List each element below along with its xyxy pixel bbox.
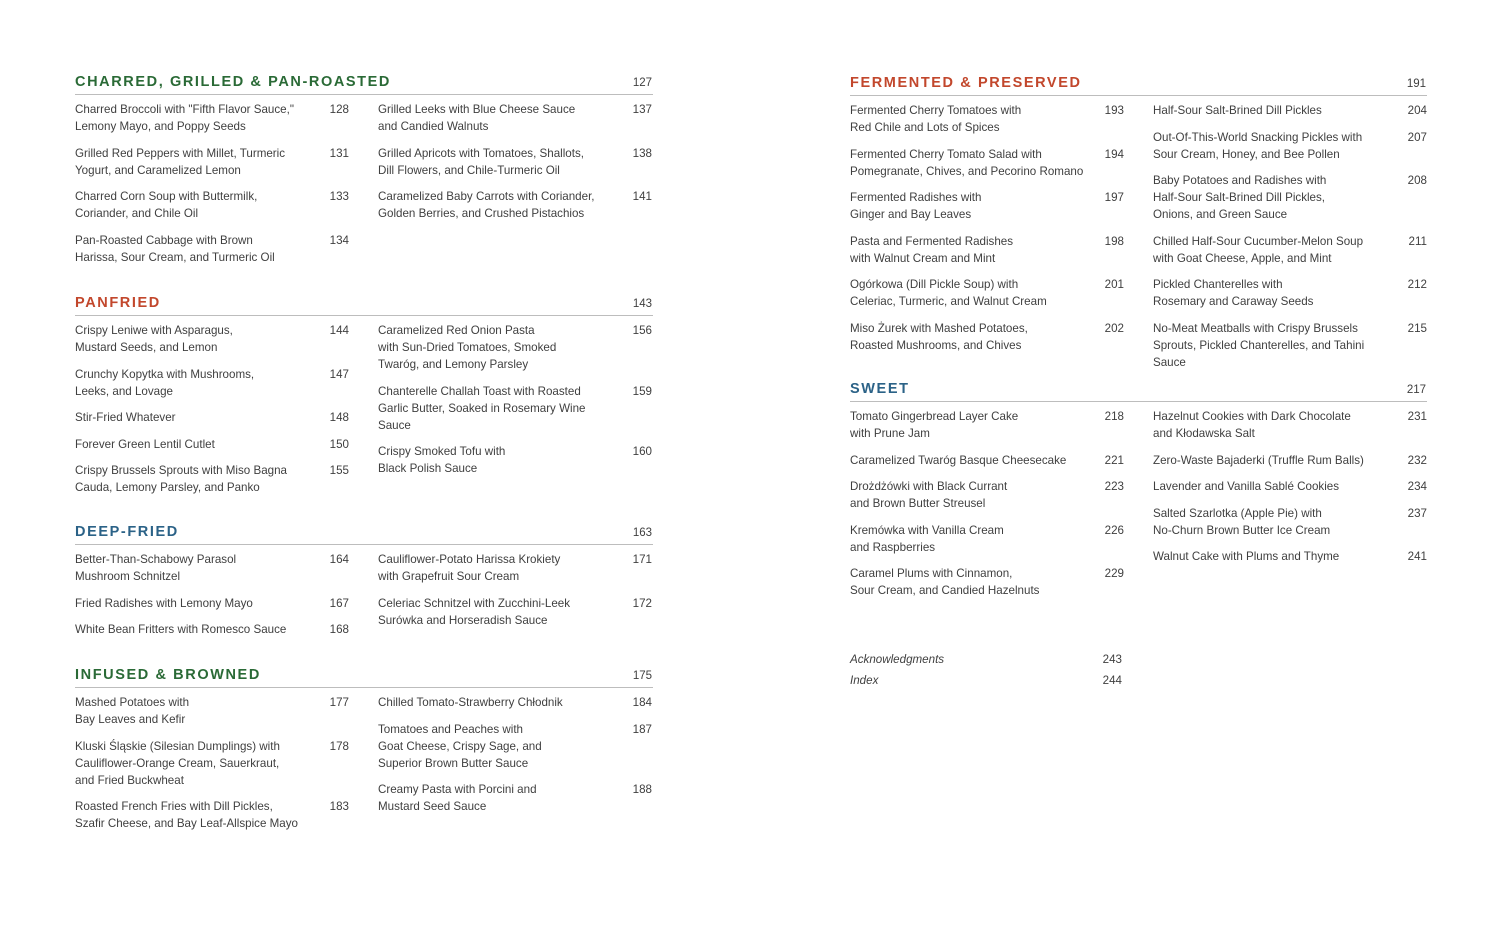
recipe-title: Tomatoes and Peaches with Goat Cheese, Crispy Sage, and Superior Brown Butter Sauce bbox=[378, 722, 542, 770]
toc-entry bbox=[75, 462, 350, 496]
recipe-page-number: 155 bbox=[329, 464, 349, 477]
toc-entry bbox=[378, 443, 653, 477]
toc-entry bbox=[850, 452, 1125, 469]
recipe-page-number: 241 bbox=[1407, 550, 1427, 563]
recipe-title: Kremówka with Vanilla Cream and Raspberries bbox=[850, 523, 1004, 554]
toc-entry bbox=[850, 478, 1125, 512]
recipe-title: Charred Broccoli with "Fifth Flavor Sauce," Lemony Mayo, and Poppy Seeds bbox=[75, 103, 294, 133]
toc-entry bbox=[850, 276, 1125, 310]
recipe-title: Fermented Radishes with Ginger and Bay Leaves bbox=[850, 191, 982, 221]
recipe-page-number: 198 bbox=[1104, 234, 1124, 248]
entries-column-left bbox=[75, 551, 350, 648]
recipe-page-number: 202 bbox=[1104, 321, 1124, 335]
recipe-title: Caramelized Twaróg Basque Cheesecake bbox=[850, 453, 1067, 467]
toc-entry bbox=[378, 721, 653, 772]
recipe-page-number: 183 bbox=[329, 800, 349, 813]
recipe-page-number: 133 bbox=[329, 190, 349, 203]
toc-entry bbox=[75, 366, 350, 400]
recipe-title: Kluski Śląskie (Silesian Dumplings) with Cauliflower-Orange Cream, Sauerkraut, and Fried Buckwheat bbox=[75, 739, 280, 787]
recipe-page-number: 131 bbox=[329, 146, 349, 160]
recipe-page-number: 172 bbox=[632, 596, 652, 610]
section-fermented-preserved bbox=[850, 74, 1427, 369]
section-divider bbox=[75, 315, 653, 316]
recipe-page-number: 187 bbox=[632, 722, 652, 736]
recipe-title: Caramelized Red Onion Pasta with Sun-Dried Tomatoes, Smoked Twaróg, and Lemony Parsley bbox=[378, 324, 557, 371]
section-title: FERMENTED & PRESERVED bbox=[850, 75, 1082, 91]
section-header bbox=[75, 666, 653, 684]
recipe-page-number: 223 bbox=[1104, 480, 1124, 493]
recipe-page-number: 134 bbox=[329, 233, 349, 247]
recipe-title: Chilled Tomato-Strawberry Chłodnik bbox=[378, 696, 563, 709]
toc-entry bbox=[75, 551, 350, 585]
recipe-title: Grilled Red Peppers with Millet, Turmeric Yogurt, and Caramelized Lemon bbox=[75, 146, 286, 177]
section-sweet bbox=[850, 380, 1427, 597]
toc-entry bbox=[850, 408, 1125, 442]
back-matter-entry bbox=[850, 670, 1123, 691]
recipe-page-number: 208 bbox=[1407, 174, 1427, 187]
back-matter-title: Acknowledgments bbox=[850, 653, 945, 666]
toc-entry bbox=[75, 232, 350, 266]
recipe-title: Chanterelle Challah Toast with Roasted Garlic Butter, Soaked in Rosemary Wine Sauce bbox=[378, 384, 586, 432]
recipe-page-number: 237 bbox=[1407, 506, 1427, 520]
section-deep-fried bbox=[75, 523, 653, 636]
toc-entry bbox=[378, 322, 653, 373]
recipe-page-number: 193 bbox=[1104, 104, 1124, 117]
recipe-page-number: 178 bbox=[329, 739, 349, 753]
recipe-page-number: 164 bbox=[329, 553, 349, 566]
recipe-page-number: 212 bbox=[1407, 278, 1427, 291]
recipe-page-number: 194 bbox=[1104, 147, 1124, 161]
recipe-title: Tomato Gingerbread Layer Cake with Prune Jam bbox=[850, 410, 1019, 440]
recipe-page-number: 226 bbox=[1104, 523, 1124, 537]
toc-entry bbox=[378, 383, 653, 434]
recipe-title: Ogórkowa (Dill Pickle Soup) with Celeriac, Turmeric, and Walnut Cream bbox=[850, 278, 1047, 308]
toc-entry bbox=[1153, 478, 1428, 495]
section-page-number: 127 bbox=[632, 77, 652, 89]
recipe-page-number: 218 bbox=[1104, 410, 1124, 423]
recipe-page-number: 211 bbox=[1408, 234, 1427, 248]
recipe-title: Charred Corn Soup with Buttermilk, Coriander, and Chile Oil bbox=[75, 190, 258, 220]
toc-entry bbox=[75, 145, 350, 179]
section-page-number: 217 bbox=[1406, 384, 1426, 396]
recipe-title: Caramel Plums with Cinnamon, Sour Cream, and Candied Hazelnuts bbox=[850, 567, 1040, 597]
recipe-page-number: 234 bbox=[1407, 480, 1427, 493]
toc-entry bbox=[75, 738, 350, 789]
recipe-page-number: 232 bbox=[1407, 453, 1427, 467]
toc-entry bbox=[1153, 452, 1428, 469]
recipe-title: Crispy Brussels Sprouts with Miso Bagna Cauda, Lemony Parsley, and Panko bbox=[75, 464, 287, 494]
recipe-title: Caramelized Baby Carrots with Coriander, Golden Berries, and Crushed Pistachios bbox=[378, 190, 595, 220]
section-title: SWEET bbox=[850, 381, 910, 397]
toc-entry bbox=[75, 595, 350, 612]
toc-entry bbox=[75, 621, 350, 638]
recipe-title: White Bean Fritters with Romesco Sauce bbox=[75, 623, 287, 636]
recipe-page-number: 148 bbox=[329, 411, 349, 424]
section-divider bbox=[75, 687, 653, 688]
recipe-title: Crispy Leniwe with Asparagus, Mustard Seeds, and Lemon bbox=[75, 324, 233, 354]
toc-entry bbox=[850, 320, 1125, 354]
recipe-title: Stir-Fried Whatever bbox=[75, 411, 176, 424]
section-divider bbox=[850, 401, 1427, 402]
entries-column-right bbox=[1153, 102, 1428, 380]
recipe-title: Hazelnut Cookies with Dark Chocolate and Kłodawska Salt bbox=[1153, 410, 1351, 440]
recipe-page-number: 184 bbox=[632, 696, 652, 709]
recipe-page-number: 207 bbox=[1407, 130, 1427, 144]
toc-entry bbox=[1153, 548, 1428, 565]
back-matter-title: Index bbox=[850, 674, 879, 687]
recipe-title: Mashed Potatoes with Bay Leaves and Kefir bbox=[75, 696, 190, 726]
recipe-page-number: 160 bbox=[632, 445, 652, 458]
recipe-title: Pasta and Fermented Radishes with Walnut Cream and Mint bbox=[850, 234, 1014, 265]
recipe-page-number: 231 bbox=[1407, 410, 1427, 423]
recipe-page-number: 188 bbox=[632, 783, 652, 796]
entries-column-right bbox=[378, 551, 653, 638]
recipe-page-number: 147 bbox=[329, 367, 349, 381]
section-divider bbox=[75, 94, 653, 95]
toc-entry bbox=[1153, 172, 1428, 223]
recipe-title: Better-Than-Schabowy Parasol Mushroom Schnitzel bbox=[75, 553, 237, 583]
recipe-title: Out-Of-This-World Snacking Pickles with Sour Cream, Honey, and Bee Pollen bbox=[1153, 130, 1363, 161]
section-panfried bbox=[75, 294, 653, 494]
recipe-title: Fermented Cherry Tomatoes with Red Chile and Lots of Spices bbox=[850, 104, 1022, 134]
recipe-page-number: 150 bbox=[329, 437, 349, 451]
toc-entry bbox=[1153, 129, 1428, 163]
toc-entry bbox=[378, 781, 653, 815]
recipe-page-number: 215 bbox=[1407, 321, 1427, 335]
recipe-page-number: 144 bbox=[329, 324, 349, 337]
recipe-title: Cauliflower-Potato Harissa Krokiety with Grapefruit Sour Cream bbox=[378, 553, 561, 583]
recipe-title: Creamy Pasta with Porcini and Mustard Seed Sauce bbox=[378, 783, 537, 813]
section-header bbox=[75, 294, 653, 312]
recipe-title: Roasted French Fries with Dill Pickles, Szafir Cheese, and Bay Leaf-Allspice Mayo bbox=[75, 800, 298, 830]
recipe-title: Drożdżówki with Black Currant and Brown Butter Streusel bbox=[850, 480, 1008, 510]
toc-entry bbox=[378, 101, 653, 135]
toc-entry bbox=[378, 551, 653, 585]
entries-column-right bbox=[378, 322, 653, 487]
toc-entry bbox=[75, 322, 350, 356]
back-matter-page-number: 243 bbox=[1102, 653, 1122, 666]
toc-entry bbox=[75, 409, 350, 426]
toc-entry bbox=[378, 145, 653, 179]
recipe-title: Salted Szarlotka (Apple Pie) with No-Churn Brown Butter Ice Cream bbox=[1153, 506, 1331, 537]
section-page-number: 163 bbox=[632, 527, 652, 539]
entries-column-left bbox=[75, 322, 350, 506]
recipe-page-number: 229 bbox=[1104, 567, 1124, 580]
toc-entry bbox=[1153, 102, 1428, 119]
section-page-number: 191 bbox=[1406, 78, 1426, 90]
entries-column-right bbox=[378, 694, 653, 825]
toc-entry bbox=[1153, 408, 1428, 442]
section-title: INFUSED & BROWNED bbox=[75, 667, 261, 683]
section-header bbox=[75, 73, 653, 91]
recipe-page-number: 197 bbox=[1104, 191, 1124, 204]
recipe-page-number: 137 bbox=[632, 103, 652, 116]
back-matter-page-number: 244 bbox=[1102, 674, 1122, 687]
section-page-number: 175 bbox=[632, 670, 652, 682]
toc-entry bbox=[1153, 233, 1428, 267]
recipe-title: Forever Green Lentil Cutlet bbox=[75, 437, 215, 451]
recipe-page-number: 138 bbox=[632, 146, 652, 160]
recipe-title: Fried Radishes with Lemony Mayo bbox=[75, 596, 253, 610]
recipe-title: Grilled Leeks with Blue Cheese Sauce and Candied Walnuts bbox=[378, 103, 576, 133]
section-title: DEEP-FRIED bbox=[75, 524, 179, 540]
toc-entry bbox=[378, 694, 653, 711]
toc-entry bbox=[850, 233, 1125, 267]
toc-entry bbox=[850, 565, 1125, 599]
recipe-title: Zero-Waste Bajaderki (Truffle Rum Balls) bbox=[1153, 453, 1364, 467]
entries-column-left bbox=[75, 101, 350, 275]
section-header bbox=[850, 380, 1427, 398]
toc-entry bbox=[75, 436, 350, 453]
back-matter-entry bbox=[850, 649, 1123, 670]
toc-entry bbox=[378, 595, 653, 629]
recipe-page-number: 159 bbox=[632, 384, 652, 398]
entries-column-left bbox=[75, 694, 350, 842]
toc-entry bbox=[75, 188, 350, 222]
section-divider bbox=[850, 95, 1427, 96]
recipe-page-number: 168 bbox=[329, 623, 349, 636]
entries-column-right bbox=[1153, 408, 1428, 575]
recipe-page-number: 221 bbox=[1104, 453, 1124, 467]
recipe-page-number: 201 bbox=[1104, 278, 1124, 291]
entries-column-right bbox=[378, 101, 653, 232]
section-page-number: 143 bbox=[632, 298, 652, 310]
recipe-page-number: 204 bbox=[1407, 104, 1427, 117]
recipe-title: Pan-Roasted Cabbage with Brown Harissa, Sour Cream, and Turmeric Oil bbox=[75, 233, 275, 264]
toc-entry bbox=[1153, 276, 1428, 310]
toc-entry bbox=[850, 522, 1125, 556]
toc-entry bbox=[75, 798, 350, 832]
toc-entry bbox=[378, 188, 653, 222]
recipe-title: Half-Sour Salt-Brined Dill Pickles bbox=[1153, 104, 1322, 117]
toc-entry bbox=[1153, 320, 1428, 371]
recipe-page-number: 141 bbox=[632, 190, 652, 203]
section-header bbox=[850, 74, 1427, 92]
toc-entry bbox=[75, 101, 350, 135]
recipe-title: Celeriac Schnitzel with Zucchini-Leek Surówka and Horseradish Sauce bbox=[378, 596, 571, 627]
recipe-title: Crispy Smoked Tofu with Black Polish Sauce bbox=[378, 445, 506, 475]
recipe-title: Baby Potatoes and Radishes with Half-Sour Salt-Brined Dill Pickles, Onions, and Green Sauce bbox=[1153, 174, 1327, 221]
section-title: CHARRED, GRILLED & PAN-ROASTED bbox=[75, 74, 391, 90]
recipe-page-number: 128 bbox=[329, 103, 349, 116]
recipe-title: No-Meat Meatballs with Crispy Brussels Sprouts, Pickled Chanterelles, and Tahini Sauce bbox=[1153, 321, 1365, 369]
section-title: PANFRIED bbox=[75, 295, 161, 311]
recipe-title: Pickled Chanterelles with Rosemary and Caraway Seeds bbox=[1153, 278, 1314, 308]
recipe-page-number: 156 bbox=[632, 324, 652, 337]
toc-entry bbox=[75, 694, 350, 728]
recipe-title: Chilled Half-Sour Cucumber-Melon Soup with Goat Cheese, Apple, and Mint bbox=[1153, 234, 1364, 265]
entries-column-left bbox=[850, 408, 1125, 609]
recipe-title: Fermented Cherry Tomato Salad with Pomegranate, Chives, and Pecorino Romano bbox=[850, 147, 1084, 178]
section-header bbox=[75, 523, 653, 541]
toc-entry bbox=[850, 146, 1125, 180]
recipe-page-number: 167 bbox=[329, 596, 349, 610]
recipe-title: Grilled Apricots with Tomatoes, Shallots, Dill Flowers, and Chile-Turmeric Oil bbox=[378, 146, 584, 177]
section-charred-grilled-pan-roasted bbox=[75, 73, 653, 264]
recipe-title: Lavender and Vanilla Sablé Cookies bbox=[1153, 480, 1340, 493]
section-infused-browned bbox=[75, 666, 653, 830]
recipe-title: Miso Żurek with Mashed Potatoes, Roasted Mushrooms, and Chives bbox=[850, 321, 1028, 352]
recipe-title: Walnut Cake with Plums and Thyme bbox=[1153, 550, 1340, 563]
back-matter-list bbox=[850, 649, 1123, 691]
entries-column-left bbox=[850, 102, 1125, 363]
toc-entry bbox=[850, 102, 1125, 136]
toc-entry bbox=[850, 189, 1125, 223]
recipe-title: Crunchy Kopytka with Mushrooms, Leeks, and Lovage bbox=[75, 367, 255, 398]
toc-entry bbox=[1153, 505, 1428, 539]
recipe-page-number: 177 bbox=[329, 696, 349, 709]
recipe-page-number: 171 bbox=[632, 553, 652, 566]
section-divider bbox=[75, 544, 653, 545]
